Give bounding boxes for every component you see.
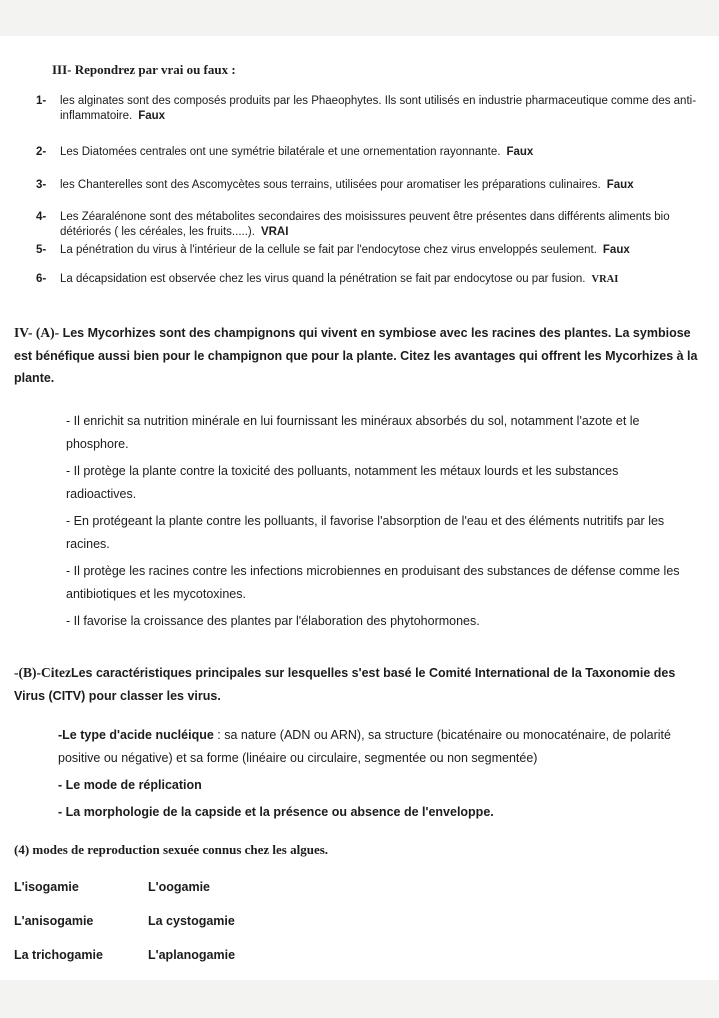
question-text: La pénétration du virus à l'intérieur de la cellule se fait par l'endocytose chez virus enveloppés seulement. [60, 244, 597, 256]
section-4a-question: Les Mycorhizes sont des champignons qui vivent en symbiose avec les racines des plantes. La symbiose est bénéfique aussi bien pour le champignon que pour la plante. Citez les avantages qui offrent les Mycorhizes à la plante. [14, 326, 698, 385]
virus-criterion-1 [58, 724, 688, 769]
question-2 [36, 145, 712, 160]
question-1 [36, 94, 712, 124]
question-6 [36, 272, 712, 287]
list-item: - Il protège les racines contre les infections microbiennes en produisant des substances de défense comme les antibiotiques et les mycotoxines. [66, 564, 680, 601]
section-4a-heading [14, 322, 704, 390]
section-4b-heading [14, 662, 704, 707]
question-answer: VRAI [260, 226, 289, 238]
question-number: 3- [36, 179, 47, 191]
question-text: Les Diatomées centrales ont une symétrie bilatérale et une ornementation rayonnante. [60, 146, 501, 158]
mycorhize-advantages-list [66, 410, 686, 633]
criterion-detail: : sa nature (ADN ou ARN), sa structure (bicaténaire ou monocaténaire, de polarité positive ou négative) et sa forme (linéaire ou circulaire, segmentée ou non segmentée) [58, 728, 671, 765]
virus-criterion-2: - Le mode de réplication [58, 778, 202, 792]
question-number: 4- [36, 211, 47, 223]
section-4b-lead: -(B)-Citez [14, 665, 71, 680]
mode-oogamie: L'oogamie [148, 880, 211, 894]
section-4a-lead: IV- (A)- [14, 325, 60, 340]
mode-isogamie: L'isogamie [14, 880, 79, 894]
mode-cystogamie: La cystogamie [148, 914, 235, 928]
list-item: - Il protège la plante contre la toxicité des polluants, notamment les métaux lourds et les substances radioactives. [66, 464, 619, 501]
question-number: 6- [36, 273, 47, 285]
question-text: Les Zéaralénone sont des métabolites secondaires des moisissures peuvent être présentes dans différents aliments bio détériorés ( les céréales, les fruits.....). [60, 211, 670, 238]
question-text: les Chanterelles sont des Ascomycètes sous terrains, utilisées pour aromatiser les préparations culinaires. [60, 179, 601, 191]
question-answer: VRAI [591, 274, 619, 285]
list-item: - En protégeant la plante contre les polluants, il favorise l'absorption de l'eau et des éléments nutritifs par les racines. [66, 514, 665, 551]
list-item: - Il favorise la croissance des plantes par l'élaboration des phytohormones. [66, 614, 480, 628]
question-text: La décapsidation est observée chez les virus quand la pénétration se fait par endocytose ou par fusion. [60, 273, 586, 285]
question-3 [36, 178, 712, 193]
question-answer: Faux [606, 179, 634, 191]
virus-criterion-3: - La morphologie de la capside et la présence ou absence de l'enveloppe. [58, 805, 494, 819]
question-4 [36, 210, 712, 240]
section-4b-question: Les caractéristiques principales sur lesquelles s'est basé le Comité International de la Taxonomie des Virus (CITV) pour classer les virus. [14, 666, 676, 703]
question-5 [36, 243, 712, 258]
document-page [0, 36, 719, 980]
section-3-title: III- Repondrez par vrai ou faux : [52, 62, 236, 77]
mode-trichogamie: La trichogamie [14, 948, 103, 962]
question-answer: Faux [506, 146, 534, 158]
question-answer: Faux [602, 244, 630, 256]
question-number: 5- [36, 244, 47, 256]
mode-aplanogamie: L'aplanogamie [148, 948, 236, 962]
list-item: - Il enrichit sa nutrition minérale en lui fournissant les minéraux absorbés du sol, notamment l'azote et le phosphore. [66, 414, 640, 451]
section-4c-title: (4) modes de reproduction sexuée connus chez les algues. [14, 842, 329, 857]
question-number: 2- [36, 146, 47, 158]
criterion-label: -Le type d'acide nucléique [58, 728, 214, 742]
question-number: 1- [36, 95, 47, 107]
question-text: les alginates sont des composés produits par les Phaeophytes. Ils sont utilisés en industrie pharmaceutique comme des anti-inflammatoire. [60, 95, 697, 122]
mode-anisogamie: L'anisogamie [14, 914, 94, 928]
question-answer: Faux [138, 110, 166, 122]
